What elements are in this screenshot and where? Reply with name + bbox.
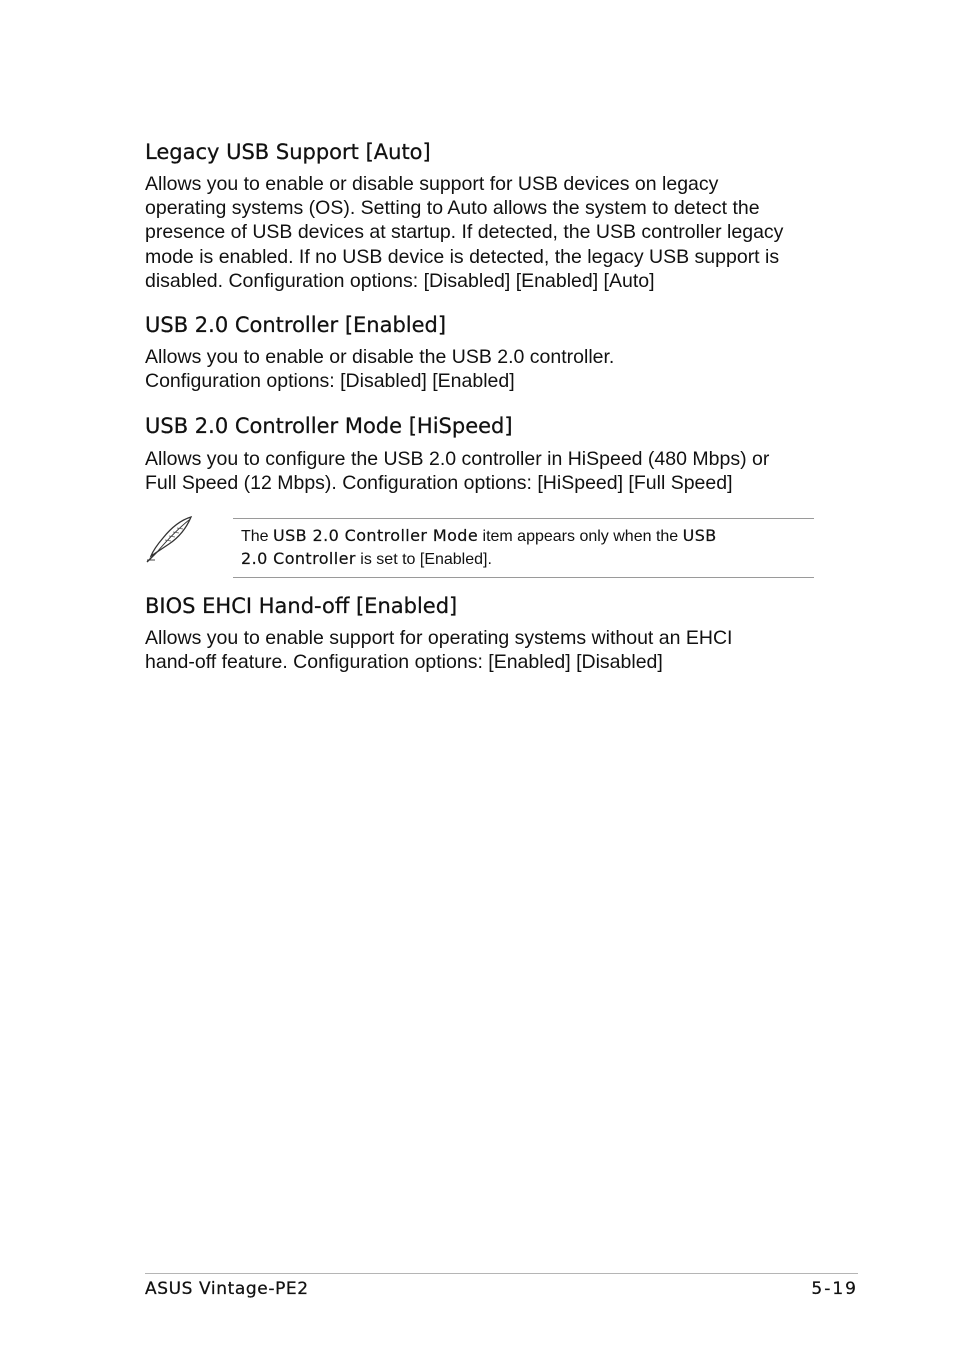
note-term: USB (682, 526, 717, 545)
footer-product-name: ASUS Vintage-PE2 (145, 1279, 309, 1299)
note-line (241, 525, 717, 548)
note-box (233, 518, 814, 578)
body-line: mode is enabled. If no USB device is detected, the legacy USB support is (145, 245, 780, 268)
section-heading-legacy-usb-support: Legacy USB Support [Auto] (145, 140, 431, 164)
body-line: disabled. Configuration options: [Disabled] [Enabled] [Auto] (145, 269, 655, 292)
body-line: Allows you to enable or disable the USB 2.0 controller. (145, 346, 615, 368)
feather-pen-icon (143, 514, 195, 564)
section-heading-usb-controller: USB 2.0 Controller [Enabled] (145, 313, 447, 337)
section-body-usb-controller-mode (145, 447, 825, 495)
body-line: presence of USB devices at startup. If detected, the USB controller legacy (145, 221, 784, 244)
body-line: Configuration options: [Disabled] [Enabled] (145, 370, 515, 393)
note-text (241, 525, 717, 571)
body-line: operating systems (OS). Setting to Auto allows the system to detect the (145, 197, 760, 220)
note-text-segment: The (241, 528, 274, 545)
body-line: Allows you to enable or disable support for USB devices on legacy (145, 173, 719, 195)
section-body-usb-controller (145, 345, 825, 393)
body-line: hand-off feature. Configuration options: [Enabled] [Disabled] (145, 651, 663, 674)
body-line: Allows you to enable support for operating systems without an EHCI (145, 627, 733, 649)
footer-divider (145, 1273, 858, 1274)
note-text-segment: is set to [Enabled]. (355, 551, 492, 568)
note-term: 2.0 Controller (241, 549, 356, 568)
section-body-legacy-usb-support (145, 172, 825, 293)
section-heading-bios-ehci-handoff: BIOS EHCI Hand-off [Enabled] (145, 594, 458, 618)
note-text-segment: item appears only when the (478, 528, 683, 545)
body-line: Allows you to configure the USB 2.0 controller in HiSpeed (480 Mbps) or (145, 448, 770, 470)
body-line: Full Speed (12 Mbps). Configuration options: [HiSpeed] [Full Speed] (145, 472, 733, 495)
section-body-bios-ehci-handoff (145, 626, 825, 674)
note-line (241, 548, 717, 571)
section-heading-usb-controller-mode: USB 2.0 Controller Mode [HiSpeed] (145, 414, 513, 438)
note-term: USB 2.0 Controller Mode (273, 526, 479, 545)
footer-page-number: 5-19 (811, 1279, 858, 1299)
